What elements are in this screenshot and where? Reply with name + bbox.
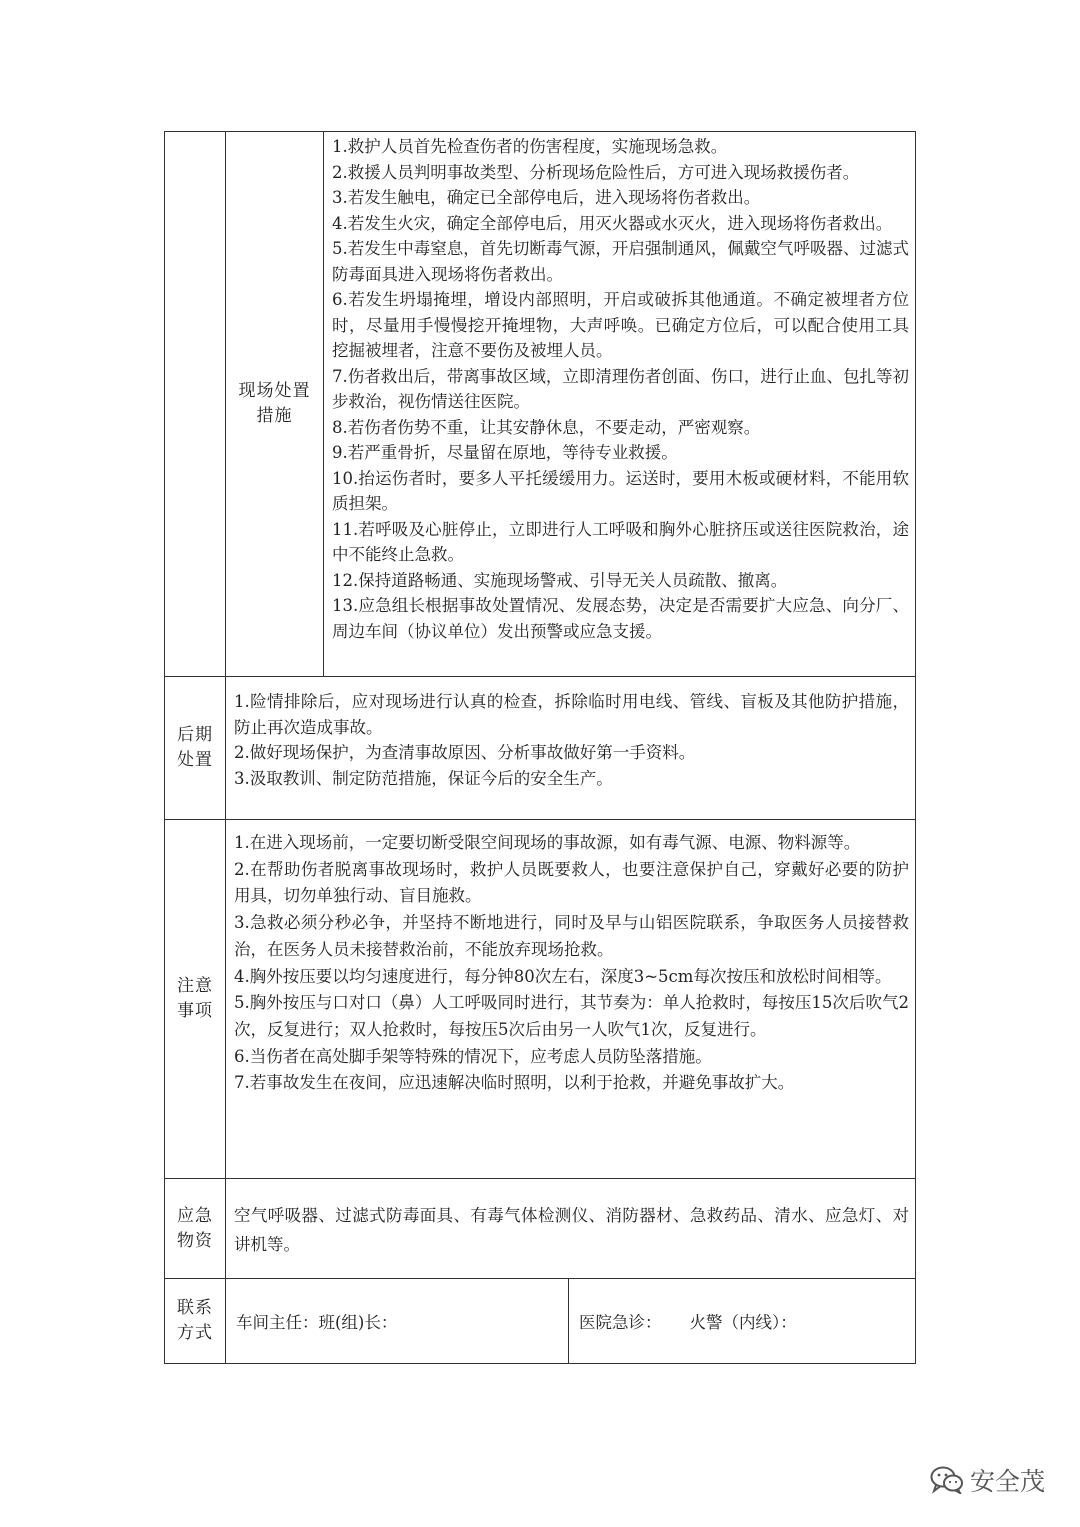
onsite-items [323,132,915,676]
onsite-item-2: 2.救援人员判明事故类型、分析现场危险性后，方可进入现场救援伤者。 [332,162,860,182]
supplies-row [165,1178,915,1278]
after-label [165,677,225,819]
onsite-item-5: 5.若发生中毒窒息，首先切断毒气源，开启强制通风，佩戴空气呼吸器、过滤式防毒面具进入现场将伤者救出。 [332,239,909,284]
contact-label-line1: 联系 [177,1298,213,1318]
contact-fire: 火警（内线）： [689,1313,797,1332]
onsite-label [225,132,323,676]
contact-right-cell [568,1279,915,1363]
contact-director: 车间主任： [236,1313,319,1332]
onsite-item-1: 1.救护人员首先检查伤者的伤害程度，实施现场急救。 [332,137,728,156]
onsite-item-6: 6.若发生坍塌掩埋，增设内部照明，开启或破拆其他通道。不确定被埋者方位时，尽量用手慢慢挖开掩埋物，大声呼唤。已确定方位后，可以配合使用工具挖掘被埋者，注意不要伤及被埋人员。 [332,290,909,360]
wechat-icon [930,1466,964,1494]
notes-item-2: 2.在帮助伤者脱离事故现场时，救护人员既要救人，也要注意保护自己，穿戴好必要的防护用具，切勿单独行动、盲目施救。 [234,859,909,906]
notes-item-4: 4.胸外按压要以均匀速度进行，每分钟80次左右，深度3~5cm每次按压和放松时间相等。 [234,966,892,986]
watermark-text: 安全茂 [970,1467,1046,1496]
watermark [930,1462,1045,1498]
onsite-item-3: 3.若发生触电，确定已全部停电后，进入现场将伤者救出。 [332,188,761,207]
supplies-text-cell [225,1179,915,1278]
notes-item-6: 6.当伤者在高处脚手架等特殊的情况下，应考虑人员防坠落措施。 [234,1046,712,1066]
notes-label [165,820,225,1178]
contact-label-line2: 方式 [177,1323,213,1343]
onsite-row [165,132,915,676]
after-row [165,676,915,819]
contact-hospital: 医院急诊： [579,1313,662,1332]
supplies-label-line1: 应急 [177,1205,213,1226]
notes-items [225,820,915,1178]
contact-left-cell [225,1279,568,1363]
onsite-label-line1: 现场处置 [238,381,311,401]
onsite-blank-cell [165,132,225,676]
notes-item-1: 1.在进入现场前，一定要切断受限空间现场的事故源，如有毒气源、电源、物料源等。 [234,833,861,852]
onsite-item-7: 7.伤者救出后，带离事故区域，立即清理伤者创面、伤口，进行止血、包扎等初步救治，视伤情送往医院。 [332,366,909,411]
onsite-item-11: 11.若呼吸及心脏停止，立即进行人工呼吸和胸外心脏挤压或送往医院救治，途中不能终止急救。 [332,519,909,564]
after-item-3: 3.汲取教训、制定防范措施，保证今后的安全生产。 [234,768,613,788]
onsite-item-10: 10.抬运伤者时，要多人平托缓缓用力。运送时，要用木板或硬材料，不能用软质担架。 [332,468,909,513]
onsite-item-12: 12.保持道路畅通、实施现场警戒、引导无关人员疏散、撤离。 [332,570,788,590]
contact-row [165,1278,915,1363]
notes-label-line1: 注意 [177,976,213,996]
notes-label-line2: 事项 [177,1001,213,1021]
after-items [225,677,915,819]
after-label-line1: 后期 [177,725,213,745]
onsite-item-9: 9.若严重骨折，尽量留在原地，等待专业救援。 [332,443,678,462]
onsite-item-8: 8.若伤者伤势不重，让其安静休息，不要走动，严密观察。 [332,417,761,437]
after-item-2: 2.做好现场保护，为查清事故原因、分析事故做好第一手资料。 [234,743,696,762]
supplies-text: 空气呼吸器、过滤式防毒面具、有毒气体检测仪、消防器材、急救药品、清水、应急灯、对讲机等。 [234,1206,909,1254]
notes-item-5: 5.胸外按压与口对口（鼻）人工呼吸同时进行，其节奏为：单人抢救时，每按压15次后吹气2次，反复进行；双人抢救时，每按压5次后由另一人吹气1次，反复进行。 [234,993,909,1039]
contact-leader: 班(组)长： [318,1313,398,1332]
emergency-table [164,131,916,1364]
after-label-line2: 处置 [177,750,213,770]
contact-label [165,1279,225,1363]
supplies-label [165,1179,225,1278]
onsite-item-13: 13.应急组长根据事故处置情况、发展态势，决定是否需要扩大应急、向分厂、周边车间（协议单位）发出预警或应急支援。 [332,596,909,641]
onsite-item-4: 4.若发生火灾，确定全部停电后，用灭火器或水灭火，进入现场将伤者救出。 [332,213,893,233]
notes-item-7: 7.若事故发生在夜间，应迅速解决临时照明，以利于抢救，并避免事故扩大。 [234,1073,795,1093]
notes-row [165,819,915,1178]
notes-item-3: 3.急救必须分秒必争，并坚持不断地进行，同时及早与山铝医院联系，争取医务人员接替救治，在医务人员未接替救治前，不能放弃现场抢救。 [234,913,909,959]
after-item-1: 1.险情排除后，应对现场进行认真的检查，拆除临时用电线、管线、盲板及其他防护措施，防止再次造成事故。 [234,692,909,737]
onsite-label-line2: 措施 [256,406,293,426]
supplies-label-line2: 物资 [177,1230,213,1251]
